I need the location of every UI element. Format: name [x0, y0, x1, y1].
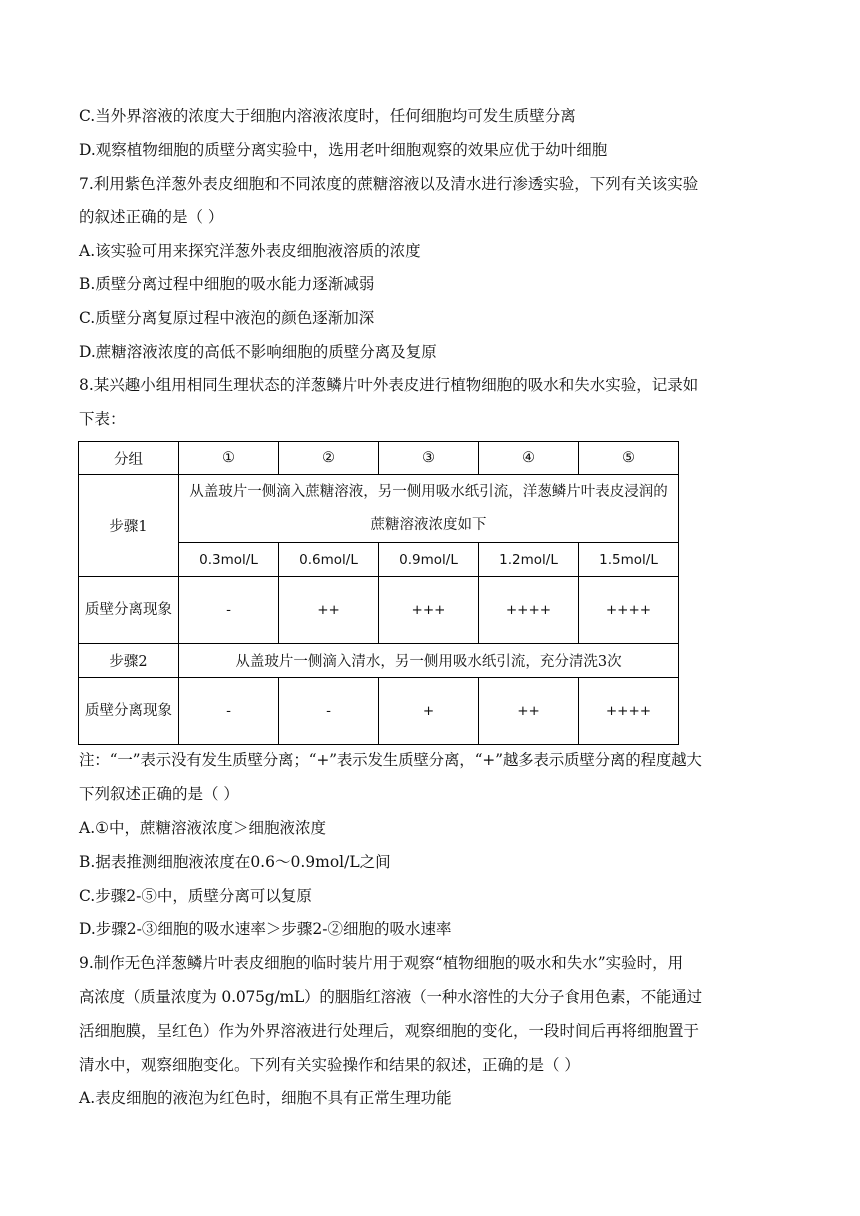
table-row [79, 644, 679, 678]
question-7-stem-cont: 的叙述正确的是（ ） [79, 208, 224, 226]
question-7-stem: 7.利用紫色洋葱外表皮细胞和不同浓度的蔗糖溶液以及清水进行渗透实验，下列有关该实验 [79, 175, 699, 193]
step2-text: 从盖玻片一侧滴入清水，另一侧用吸水纸引流，充分清洗3次 [179, 644, 679, 678]
option-8b: B.据表推测细胞液浓度在0.6～0.9mol/L之间 [79, 853, 391, 871]
option-9a: A.表皮细胞的液泡为红色时，细胞不具有正常生理功能 [79, 1089, 452, 1107]
option-7a: A.该实验可用来探究洋葱外表皮细胞液溶质的浓度 [79, 242, 421, 260]
table-note: 注：“一”表示没有发生质壁分离；“+”表示发生质壁分离，“+”越多表示质壁分离的程度越大 [79, 751, 702, 769]
option-6c: C.当外界溶液的浓度大于细胞内溶液浓度时，任何细胞均可发生质壁分离 [79, 107, 576, 125]
table-row [79, 577, 679, 644]
table-cell: ++++ [579, 678, 679, 745]
question-8-stem-cont: 下表： [79, 410, 126, 428]
header-cell: ④ [479, 442, 579, 475]
question-9-stem: 9.制作无色洋葱鳞片叶表皮细胞的临时装片用于观察“植物细胞的吸水和失水”实验时，用 [79, 954, 684, 972]
table-cell: ++ [479, 678, 579, 745]
question-8-stem: 8.某兴趣小组用相同生理状态的洋葱鳞片叶外表皮进行植物细胞的吸水和失水实验，记录如 [79, 376, 699, 394]
header-cell: ① [179, 442, 279, 475]
concentration-cell: 1.5mol/L [579, 543, 679, 577]
concentration-cell: 1.2mol/L [479, 543, 579, 577]
option-8d: D.步骤2-③细胞的吸水速率＞步骤2-②细胞的吸水速率 [79, 920, 452, 938]
step1-text: 从盖玻片一侧滴入蔗糖溶液，另一侧用吸水纸引流，洋葱鳞片叶表皮浸润的蔗糖溶液浓度如下 [179, 475, 679, 543]
option-7b: B.质壁分离过程中细胞的吸水能力逐渐减弱 [79, 275, 375, 293]
experiment-table [78, 441, 679, 745]
option-6d: D.观察植物细胞的质壁分离实验中，选用老叶细胞观察的效果应优于幼叶细胞 [79, 141, 608, 159]
question-8-prompt: 下列叙述正确的是（ ） [79, 785, 239, 803]
concentration-cell: 0.9mol/L [379, 543, 479, 577]
option-8c: C.步骤2-⑤中，质壁分离可以复原 [79, 887, 312, 905]
table-cell: - [179, 678, 279, 745]
table-header-row [79, 442, 679, 475]
row-label: 质壁分离现象 [79, 678, 179, 745]
question-9-stem-cont: 活细胞膜，呈红色）作为外界溶液进行处理后，观察细胞的变化，一段时间后再将细胞置于 [79, 1022, 700, 1040]
row-label: 质壁分离现象 [79, 577, 179, 644]
table-row [79, 475, 679, 543]
question-9-stem-cont: 高浓度（质量浓度为 0.075g/mL）的胭脂红溶液（一种水溶性的大分子食用色素，不能通过 [79, 988, 702, 1006]
header-cell: ⑤ [579, 442, 679, 475]
table-cell: ++ [279, 577, 379, 644]
question-9-stem-cont: 清水中，观察细胞变化。下列有关实验操作和结果的叙述，正确的是（ ） [79, 1056, 580, 1074]
concentration-cell: 0.3mol/L [179, 543, 279, 577]
table-cell: ++++ [479, 577, 579, 644]
table-cell: ++++ [579, 577, 679, 644]
option-8a: A.①中，蔗糖溶液浓度＞细胞液浓度 [79, 819, 327, 837]
header-cell: 分组 [79, 442, 179, 475]
option-7c: C.质壁分离复原过程中液泡的颜色逐渐加深 [79, 309, 375, 327]
concentration-cell: 0.6mol/L [279, 543, 379, 577]
header-cell: ③ [379, 442, 479, 475]
table-cell: - [179, 577, 279, 644]
option-7d: D.蔗糖溶液浓度的高低不影响细胞的质壁分离及复原 [79, 343, 437, 361]
step1-label: 步骤1 [79, 475, 179, 577]
table-cell: + [379, 678, 479, 745]
table-cell: +++ [379, 577, 479, 644]
step2-label: 步骤2 [79, 644, 179, 678]
table-row [79, 678, 679, 745]
table-cell: - [279, 678, 379, 745]
header-cell: ② [279, 442, 379, 475]
